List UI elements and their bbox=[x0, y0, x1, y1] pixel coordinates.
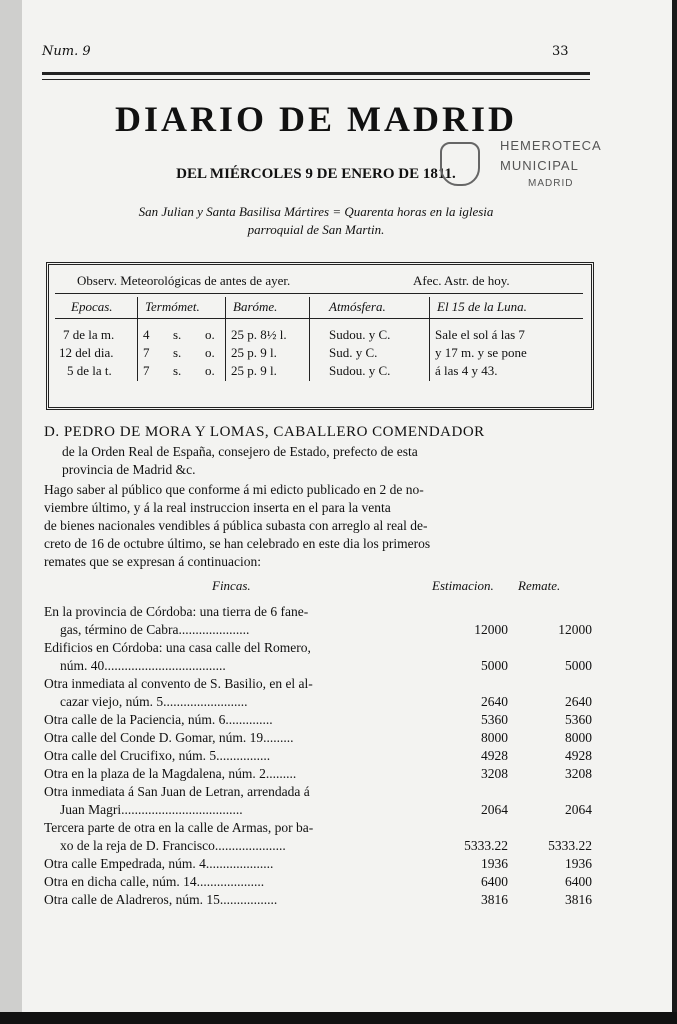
saints-line-1: San Julian y Santa Basilisa Mártires = Quarenta horas en la iglesia bbox=[138, 204, 494, 219]
top-rule bbox=[42, 72, 590, 75]
col-atmosfera: Atmósfera. bbox=[329, 299, 386, 314]
scan-edge bbox=[0, 1012, 677, 1024]
estimacion-value: 3816 bbox=[481, 892, 508, 907]
finca-description: Otra calle del Crucifixo, núm. 5................ bbox=[44, 748, 271, 763]
estimacion-value: 4928 bbox=[481, 748, 508, 763]
estimacion-value: 2064 bbox=[481, 802, 508, 817]
remate-value: 1936 bbox=[565, 856, 592, 871]
notice-para: de bienes nacionales vendibles á pública subasta con arreglo al real de- bbox=[44, 518, 428, 533]
wx-zero: o. bbox=[205, 363, 215, 378]
stamp-line-1: HEMEROTECA bbox=[500, 138, 602, 153]
finca-description: En la provincia de Córdoba: una tierra de 6 fane- bbox=[44, 604, 309, 619]
col-epocas: Epocas. bbox=[71, 299, 113, 314]
weather-header-right: Afec. Astr. de hoy. bbox=[413, 273, 510, 288]
finca-description-cont: gas, término de Cabra..................... bbox=[60, 622, 250, 637]
library-stamp bbox=[440, 132, 616, 194]
issue-number: Num. 9 bbox=[42, 44, 91, 59]
stamp-line-3: MADRID bbox=[528, 178, 574, 189]
wx-dir: s. bbox=[173, 327, 182, 342]
estimacion-value: 5333.22 bbox=[464, 838, 508, 853]
wx-atm: Sudou. y C. bbox=[329, 363, 391, 378]
remate-value: 12000 bbox=[558, 622, 592, 637]
finca-description: Otra calle del Conde D. Gomar, núm. 19......... bbox=[44, 730, 294, 745]
estimacion-value: 2640 bbox=[481, 694, 508, 709]
weather-col-divider bbox=[429, 297, 430, 381]
estimacion-value: 1936 bbox=[481, 856, 508, 871]
wx-epoca: 12 del dia. bbox=[59, 345, 114, 360]
finca-description-cont: Juan Magri.................................... bbox=[60, 802, 243, 817]
finca-description-cont: núm. 40.................................... bbox=[60, 658, 226, 673]
estimacion-value: 3208 bbox=[481, 766, 508, 781]
dateline: DEL MIÉRCOLES 9 DE ENERO DE 1811. bbox=[176, 166, 456, 182]
estimacion-value: 6400 bbox=[481, 874, 508, 889]
wx-termo: 4 bbox=[143, 327, 150, 342]
remate-value: 5333.22 bbox=[548, 838, 592, 853]
wx-atm: Sud. y C. bbox=[329, 345, 378, 360]
coat-of-arms-icon bbox=[440, 142, 480, 186]
notice-para: Hago saber al público que conforme á mi edicto publicado en 2 de no- bbox=[44, 482, 424, 497]
remate-value: 3208 bbox=[565, 766, 592, 781]
wx-epoca: 5 de la t. bbox=[67, 363, 112, 378]
notice-para: viembre último, y á la real instruccion inserta en el para la venta bbox=[44, 500, 391, 515]
col-termometro: Termómet. bbox=[145, 299, 200, 314]
remate-value: 3816 bbox=[565, 892, 592, 907]
wx-zero: o. bbox=[205, 345, 215, 360]
wx-atm: Sudou. y C. bbox=[329, 327, 391, 342]
notice-para: remates que se expresan á continuacion: bbox=[44, 554, 262, 569]
finca-description: Otra inmediata á San Juan de Letran, arrendada á bbox=[44, 784, 310, 799]
wx-dir: s. bbox=[173, 345, 182, 360]
finca-description: Tercera parte de otra en la calle de Armas, por ba- bbox=[44, 820, 314, 835]
finca-description: Otra en dicha calle, núm. 14.................... bbox=[44, 874, 265, 889]
finca-description: Otra calle de la Paciencia, núm. 6.............. bbox=[44, 712, 273, 727]
notice-title: D. PEDRO DE MORA Y LOMAS, CABALLERO COMENDADOR bbox=[44, 424, 485, 440]
remate-value: 5360 bbox=[565, 712, 592, 727]
luna-line: Sale el sol á las 7 bbox=[435, 327, 525, 342]
weather-rule bbox=[55, 293, 583, 294]
finca-description-cont: cazar viejo, núm. 5......................... bbox=[60, 694, 248, 709]
finca-description: Edificios en Córdoba: una casa calle del Romero, bbox=[44, 640, 311, 655]
wx-baro: 25 p. 9 l. bbox=[231, 363, 277, 378]
wx-baro: 25 p. 9 l. bbox=[231, 345, 277, 360]
stamp-line-2: MUNICIPAL bbox=[500, 158, 579, 173]
col-luna: El 15 de la Luna. bbox=[437, 299, 527, 314]
luna-line: á las 4 y 43. bbox=[435, 363, 498, 378]
saints-line-2: parroquial de San Martin. bbox=[247, 222, 385, 237]
finca-description: Otra calle Empedrada, núm. 4.................... bbox=[44, 856, 274, 871]
remate-value: 2064 bbox=[565, 802, 592, 817]
remate-value: 5000 bbox=[565, 658, 592, 673]
finca-description: Otra calle de Aladreros, núm. 15................. bbox=[44, 892, 278, 907]
estimacion-value: 5360 bbox=[481, 712, 508, 727]
col-remate: Remate. bbox=[518, 578, 561, 593]
page-number: 33 bbox=[552, 44, 569, 59]
estimacion-value: 5000 bbox=[481, 658, 508, 673]
saints-line bbox=[42, 203, 590, 239]
wx-termo: 7 bbox=[143, 345, 150, 360]
weather-table bbox=[46, 262, 594, 410]
estimacion-value: 8000 bbox=[481, 730, 508, 745]
book-spine bbox=[0, 0, 22, 1024]
remate-value: 4928 bbox=[565, 748, 592, 763]
remate-value: 8000 bbox=[565, 730, 592, 745]
notice-sub-2: provincia de Madrid &c. bbox=[62, 462, 196, 477]
remate-value: 6400 bbox=[565, 874, 592, 889]
weather-col-divider bbox=[309, 297, 310, 381]
luna-line: y 17 m. y se pone bbox=[435, 345, 527, 360]
weather-header-left: Observ. Meteorológicas de antes de ayer. bbox=[77, 273, 291, 288]
finca-description-cont: xo de la reja de D. Francisco..................... bbox=[60, 838, 286, 853]
weather-rule bbox=[55, 318, 583, 319]
col-estimacion: Estimacion. bbox=[432, 578, 494, 593]
wx-zero: o. bbox=[205, 327, 215, 342]
newspaper-page bbox=[22, 0, 672, 1012]
notice-sub-1: de la Orden Real de España, consejero de Estado, prefecto de esta bbox=[62, 444, 418, 459]
remate-value: 2640 bbox=[565, 694, 592, 709]
wx-epoca: 7 de la m. bbox=[63, 327, 115, 342]
weather-col-divider bbox=[225, 297, 226, 381]
top-rule-thin bbox=[42, 79, 590, 80]
masthead-title: DIARIO DE MADRID bbox=[114, 99, 517, 139]
finca-description: Otra en la plaza de la Magdalena, núm. 2......... bbox=[44, 766, 297, 781]
col-barometro: Baróme. bbox=[233, 299, 278, 314]
weather-col-divider bbox=[137, 297, 138, 381]
col-fincas: Fincas. bbox=[212, 578, 251, 593]
wx-dir: s. bbox=[173, 363, 182, 378]
wx-termo: 7 bbox=[143, 363, 150, 378]
wx-baro: 25 p. 8½ l. bbox=[231, 327, 287, 342]
notice-para: creto de 16 de octubre último, se han celebrado en este dia los primeros bbox=[44, 536, 431, 551]
estimacion-value: 12000 bbox=[474, 622, 508, 637]
finca-description: Otra inmediata al convento de S. Basilio, en el al- bbox=[44, 676, 313, 691]
